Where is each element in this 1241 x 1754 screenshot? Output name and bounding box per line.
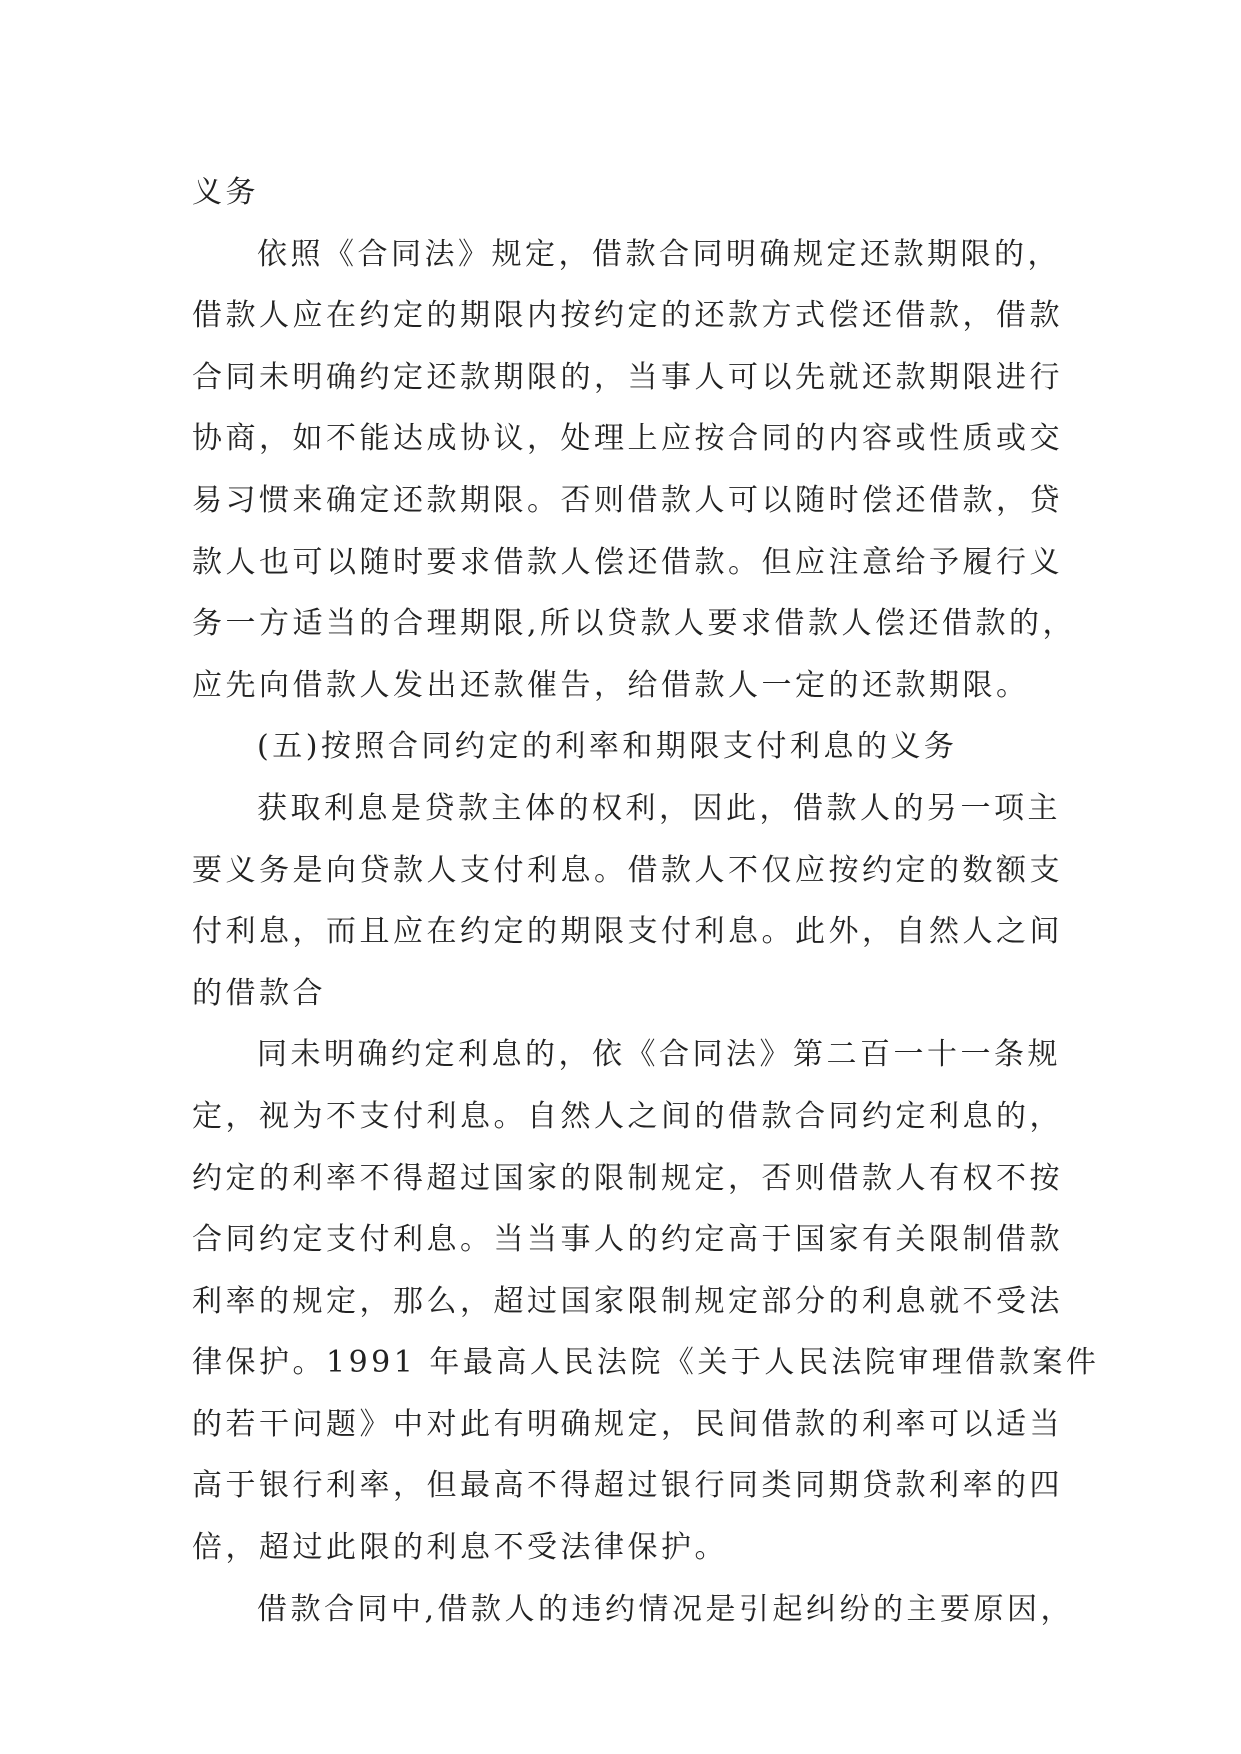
- text-line: 合同约定支付利息。当当事人的约定高于国家有关限制借款: [192, 1222, 1063, 1258]
- text-line: 义务: [192, 175, 259, 210]
- text-line: 的若干问题》中对此有明确规定，民间借款的利率可以适当: [192, 1406, 1063, 1442]
- text-line: 易习惯来确定还款期限。否则借款人可以随时偿还借款，贷: [192, 482, 1063, 518]
- text-line: 倍，超过此限的利息不受法律保护。: [192, 1530, 728, 1566]
- text-line: 借款人应在约定的期限内按约定的还款方式偿还借款，借款: [192, 298, 1063, 334]
- text-line: 高于银行利率，但最高不得超过银行同类同期贷款利率的四: [192, 1468, 1063, 1504]
- text-line: (五)按照合同约定的利率和期限支付利息的义务: [257, 729, 958, 765]
- text-line: 合同未明确约定还款期限的，当事人可以先就还款期限进行: [192, 359, 1063, 395]
- text-line: 约定的利率不得超过国家的限制规定，否则借款人有权不按: [192, 1160, 1063, 1196]
- text-line: 定，视为不支付利息。自然人之间的借款合同约定利息的，: [192, 1098, 1063, 1134]
- text-line: 款人也可以随时要求借款人偿还借款。但应注意给予履行义: [192, 544, 1063, 580]
- text-line: 务一方适当的合理期限,所以贷款人要求借款人偿还借款的，: [192, 606, 1077, 642]
- text-line: 依照《合同法》规定，借款合同明确规定还款期限的，: [257, 236, 1061, 272]
- text-line: 要义务是向贷款人支付利息。借款人不仅应按约定的数额支: [192, 852, 1063, 888]
- body-text: [192, 162, 1100, 1640]
- text-line: 应先向借款人发出还款催告，给借款人一定的还款期限。: [192, 667, 1030, 703]
- text-line: 利率的规定，那么，超过国家限制规定部分的利息就不受法: [192, 1283, 1063, 1319]
- text-line: 律保护。1991 年最高人民法院《关于人民法院审理借款案件: [192, 1345, 1100, 1381]
- text-line: 借款合同中,借款人的违约情况是引起纠纷的主要原因，: [257, 1591, 1075, 1627]
- text-line: 的借款合: [192, 975, 326, 1011]
- text-line: 获取利息是贷款主体的权利，因此，借款人的另一项主: [257, 790, 1061, 826]
- text-line: 付利息，而且应在约定的期限支付利息。此外，自然人之间: [192, 914, 1063, 950]
- text-line: 协商，如不能达成协议，处理上应按合同的内容或性质或交: [192, 421, 1063, 457]
- text-line: 同未明确约定利息的，依《合同法》第二百一十一条规: [257, 1037, 1061, 1073]
